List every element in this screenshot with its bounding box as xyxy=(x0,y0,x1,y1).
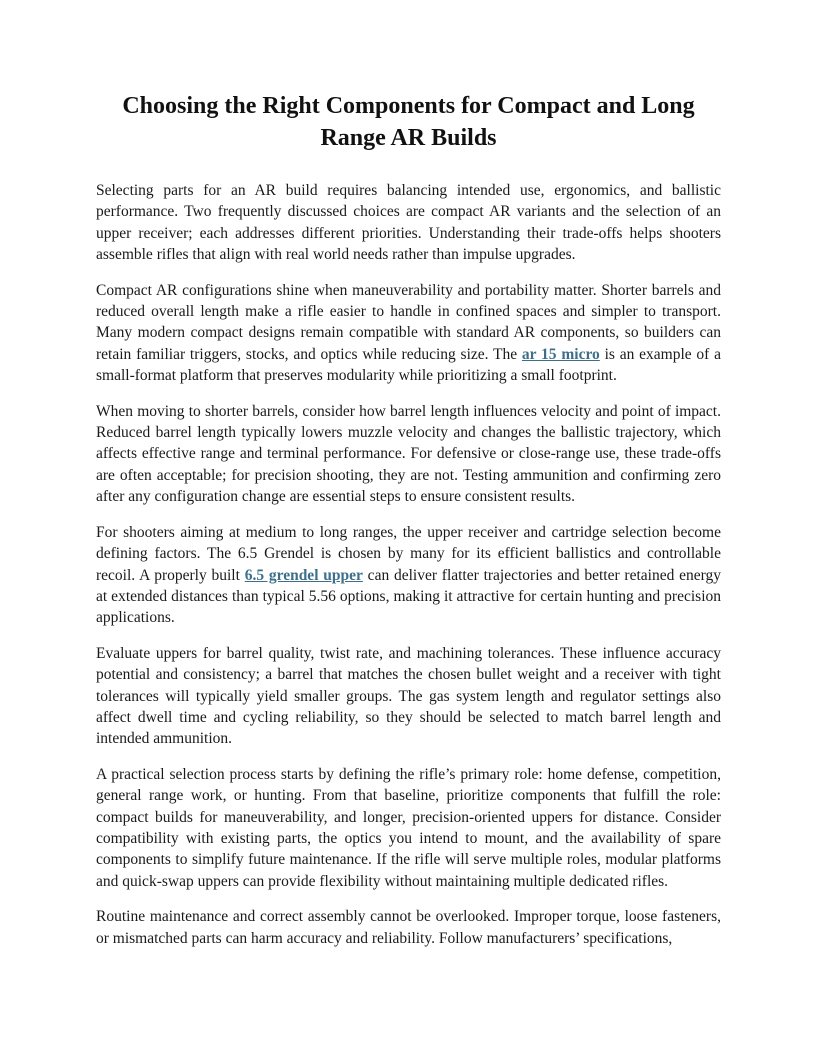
grendel-upper-link[interactable]: 6.5 grendel upper xyxy=(244,566,363,584)
ar15-micro-link[interactable]: ar 15 micro xyxy=(521,345,600,363)
paragraph-maintenance: Routine maintenance and correct assembly cannot be overlooked. Improper torque, loose fasteners, or mismatched parts can harm accuracy and reliability. Follow manufacturers’ specifications, xyxy=(96,908,721,947)
paragraph-compact-ar-after: is an example of a small-format platform that preserves modularity while prioritizing a small footprint. xyxy=(96,345,721,385)
paragraph-evaluate-uppers: Evaluate uppers for barrel quality, twist rate, and machining tolerances. These influence accuracy potential and consistency; a barrel that matches the chosen bullet weight and a receiver with tight tolerances will typically yield smaller groups. The gas system length and regulator settings also affect dwell time and cycling reliability, so they should be selected to match barrel length and intended ammunition. xyxy=(96,644,721,748)
paragraph-long-range xyxy=(96,522,721,629)
paragraph-compact-ar xyxy=(96,280,721,387)
paragraph-selection-process: A practical selection process starts by defining the rifle’s primary role: home defense, competition, general range work, or hunting. From that baseline, prioritize components that fulfill the role: compact builds for maneuverability, and longer, precision-oriented uppers for distance. Consider compatibility with existing parts, the optics you intend to mount, and the availability of spare components to simplify future maintenance. If the rifle will serve multiple roles, modular platforms and quick-swap uppers can provide flexibility without maintaining multiple dedicated rifles. xyxy=(96,765,721,890)
document-title: Choosing the Right Components for Compact and Long Range AR Builds xyxy=(122,93,695,151)
paragraph-long-range-after: can deliver flatter trajectories and better retained energy at extended distances than typical 5.56 options, making it attractive for certain hunting and precision applications. xyxy=(96,566,721,627)
paragraph-compact-ar-before: Compact AR configurations shine when maneuverability and portability matter. Shorter barrels and reduced overall length make a rifle easier to handle in confined spaces and simpler to transport. Many modern compact designs remain compatible with standard AR components, so builders can retain familiar triggers, stocks, and optics while reducing size. The xyxy=(96,281,721,363)
paragraph-long-range-before: For shooters aiming at medium to long ranges, the upper receiver and cartridge selection become defining factors. The 6.5 Grendel is chosen by many for its efficient ballistics and controllable recoil. A properly built xyxy=(96,523,721,584)
document-page xyxy=(96,90,721,963)
paragraph-intro: Selecting parts for an AR build requires balancing intended use, ergonomics, and ballistic performance. Two frequently discussed choices are compact AR variants and the selection of an upper receiver; each addresses different priorities. Understanding their trade-offs helps shooters assemble rifles that align with real world needs rather than impulse upgrades. xyxy=(96,182,721,264)
paragraph-short-barrels: When moving to shorter barrels, consider how barrel length influences velocity and point of impact. Reduced barrel length typically lowers muzzle velocity and changes the ballistic trajectory, which affects effective range and terminal performance. For defensive or close-range use, these trade-offs are often acceptable; for precision shooting, they are not. Testing ammunition and confirming zero after any configuration change are essential steps to ensure consistent results. xyxy=(96,402,721,506)
